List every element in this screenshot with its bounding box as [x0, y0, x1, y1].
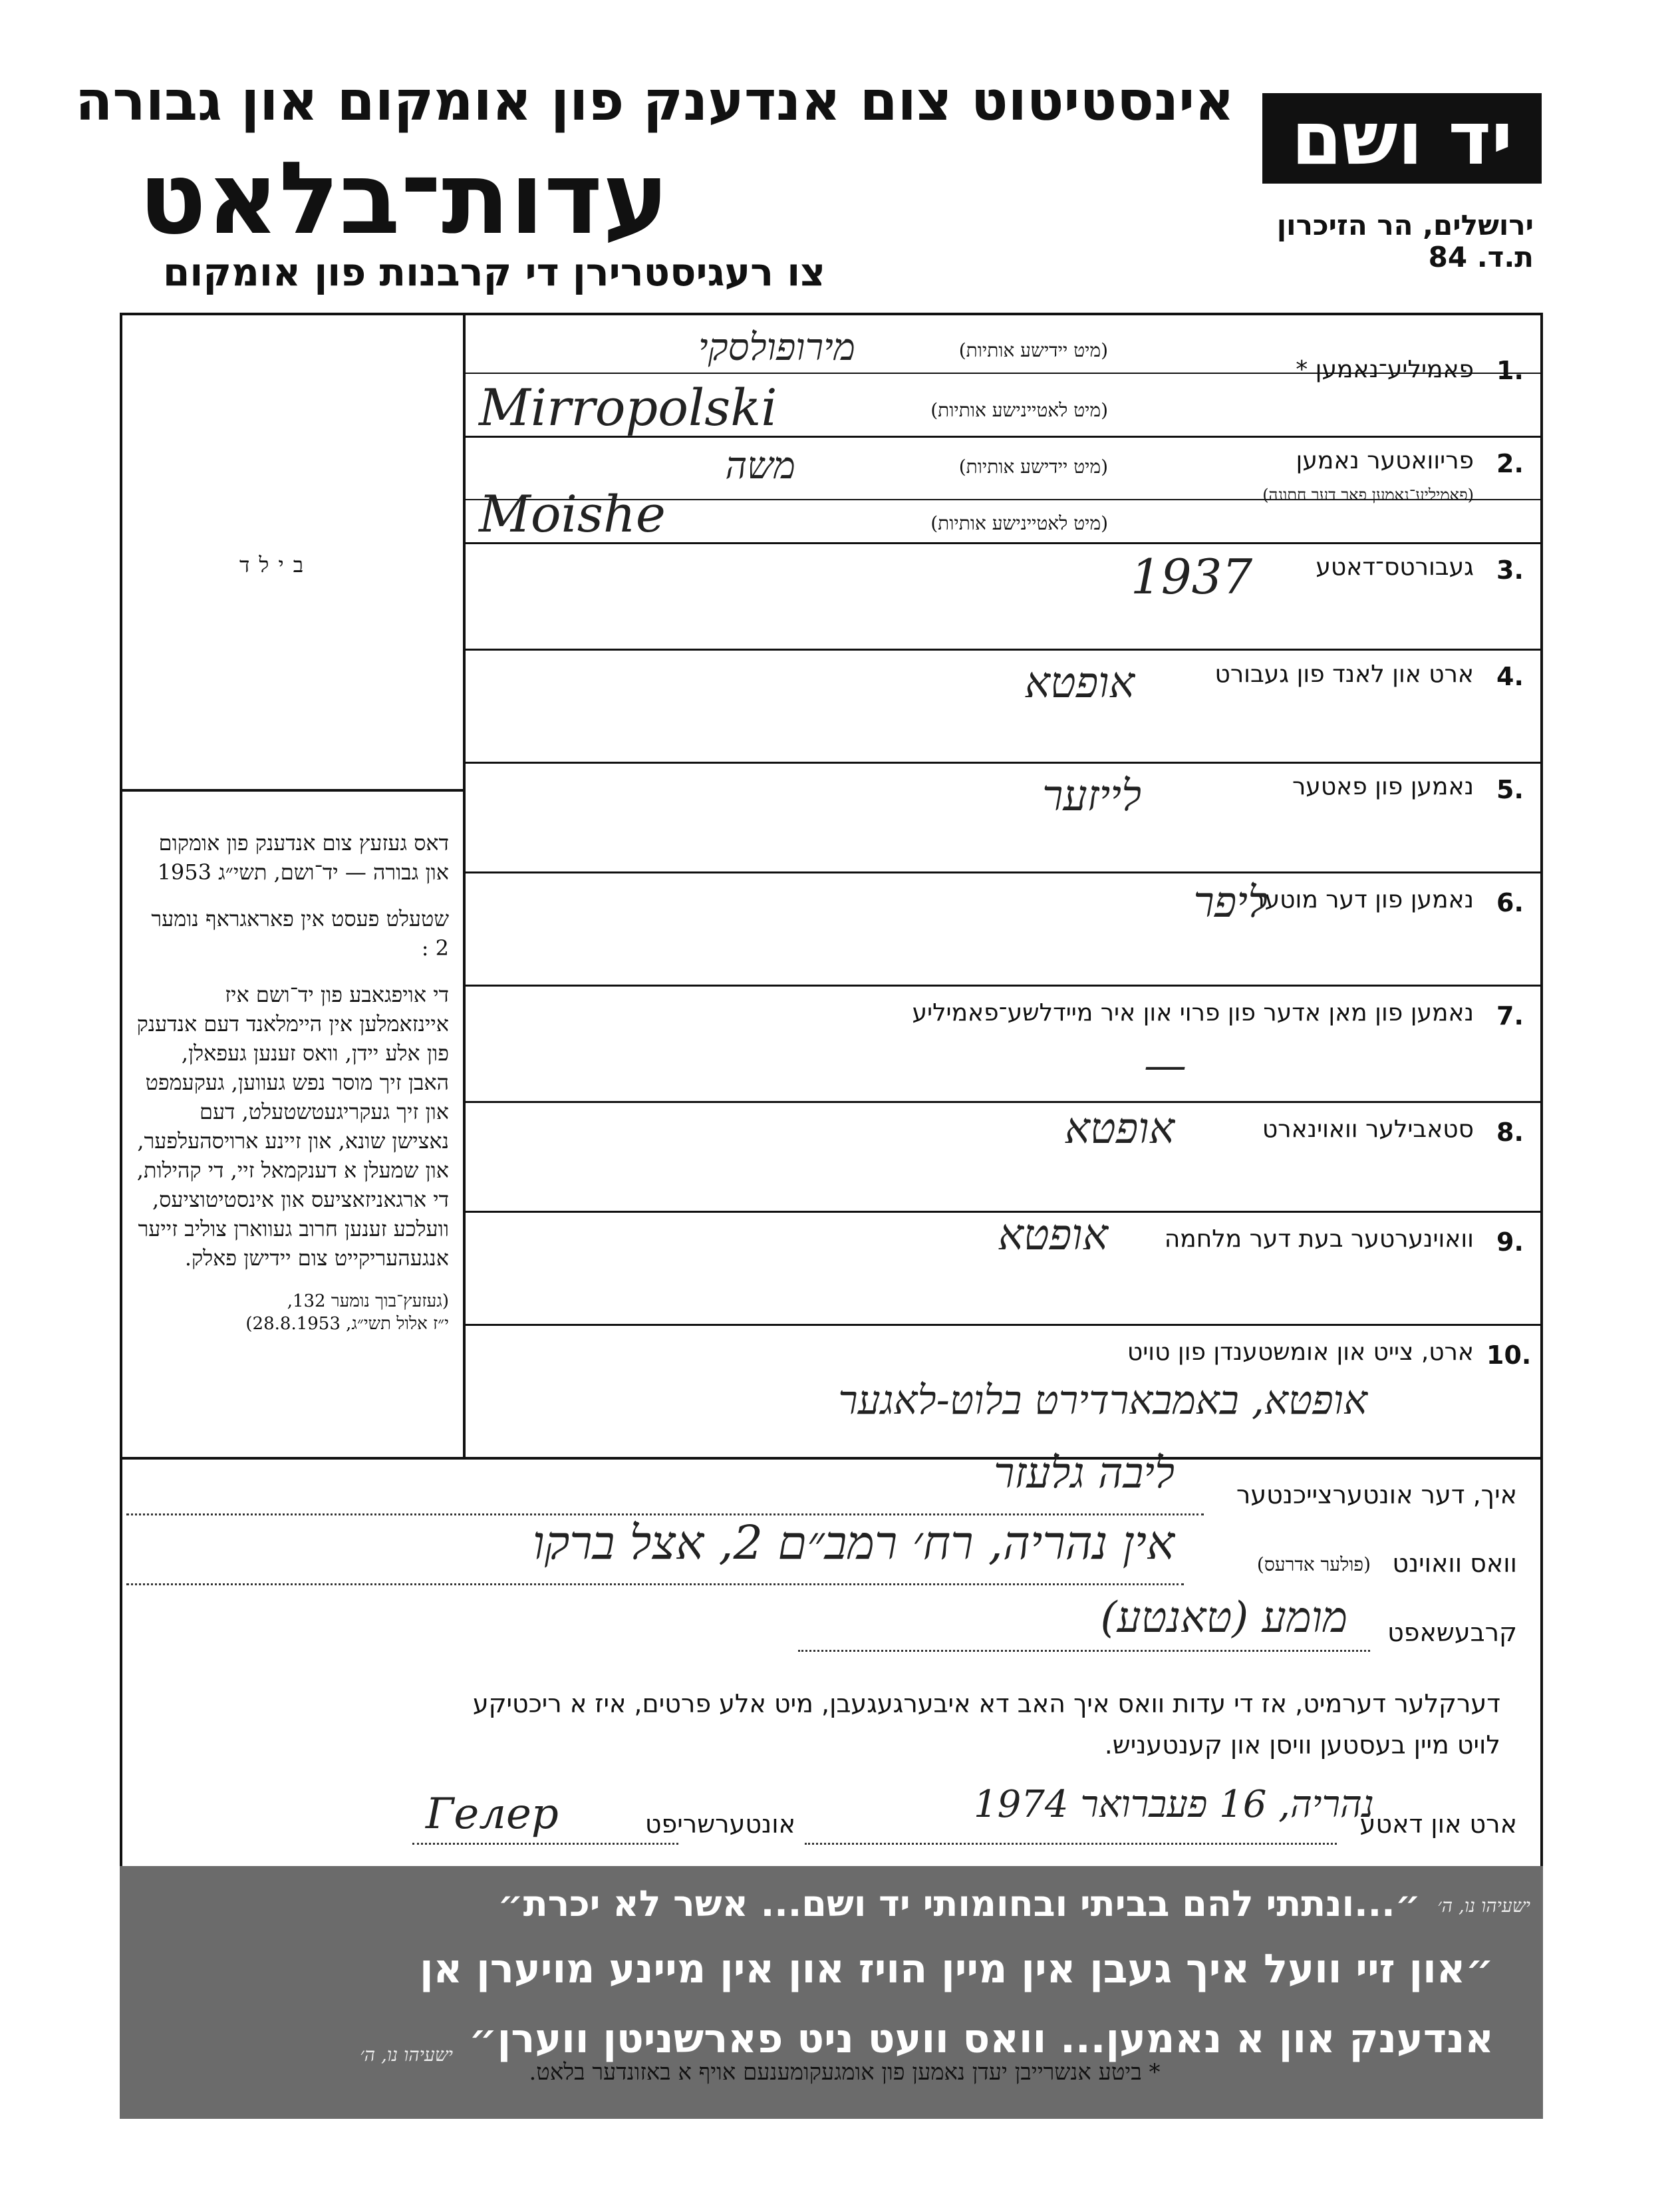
field-3-number: 3. — [1496, 555, 1524, 585]
law-source-line-2: י״ז אלול תשי״ג, 28.8.1953) — [245, 1314, 449, 1334]
field-5-value[interactable]: לייזער — [1042, 772, 1141, 821]
signature-value[interactable]: Гелер — [426, 1790, 559, 1839]
field-2-note: (פאמיליע־נאמען פאר דער חתונה) — [1262, 486, 1474, 504]
field-9-number: 9. — [1496, 1227, 1524, 1257]
field-7-value[interactable]: — — [1144, 1041, 1187, 1090]
field-2-number: 2. — [1496, 449, 1524, 478]
row-divider — [466, 1101, 1543, 1103]
field-4-number: 4. — [1496, 662, 1524, 691]
address-block — [1277, 210, 1534, 274]
address-line-2: ת.ד. 84 — [1428, 241, 1534, 274]
field-1-yiddish-sublabel: (מיט יידישע אותיות) — [958, 339, 1108, 361]
law-text — [136, 828, 449, 1352]
signer-name-label: איך, דער אונטערצייכנטער — [1236, 1480, 1517, 1509]
field-2-latin-value[interactable]: Moishe — [479, 484, 666, 544]
law-paragraph-3: די אויפגאבע פון יד־ושם איז איינזאמלען אין היימלאנד דעם אנדענק פון אלע יידן, וואס זענען געפאלן, האבן זיך מוסר נפש געווען, געקעמפט און זיך געקריגעטשטעלט, דעם נאצישן שונא, און זיינע ארויסהעלפער, און שמעלן א דענקמאל זיי, די קהילות, די ארגאניזאציעס און אינסטיטוציעס, וועלכע זענען חרוב געווארן צוליב זייער אנגעהעריקייט צום יידישן פאלק. — [136, 982, 449, 1271]
institute-name: אינסטיטוט צום אנדענק פון אומקום און גבורה — [75, 70, 1234, 133]
field-6-value[interactable]: ליפר — [1193, 878, 1268, 927]
field-6-label: נאמען פון דער מוטער — [1251, 886, 1474, 913]
row-divider — [466, 985, 1543, 987]
field-7-label: נאמען פון מאן אדער פון פרוי און איר מיידלשע־פאמיליע — [912, 999, 1474, 1026]
law-paragraph-1: דאס געזעץ צום אנדענק פון אומקום און גבורה — יד־ושם, תשי״ג 1953 — [157, 830, 449, 885]
field-7-number: 7. — [1496, 1001, 1524, 1030]
signature-label: אונטערשריפט — [644, 1809, 795, 1839]
dotted-line — [805, 1843, 1337, 1845]
field-6-number: 6. — [1496, 888, 1524, 917]
law-source-line-1: (געזעץ־בוך נומער 132, — [287, 1291, 449, 1311]
dotted-line — [412, 1843, 678, 1845]
row-divider — [466, 1324, 1543, 1326]
field-4-value[interactable]: אופטא — [1024, 659, 1135, 708]
field-9-label: וואוינערטער בעת דער מלחמה — [1164, 1225, 1474, 1253]
field-10-label: ארט, צייט און אומשטענדן פון טויט — [1127, 1338, 1474, 1366]
law-source — [136, 1290, 449, 1335]
footnote: * ביטע אנשרייבן יעדן נאמען פון אומגעקומענעם אויף א באזונדער בלאט. — [529, 2059, 1161, 2086]
relationship-value[interactable]: מומע (טאנטע) — [1100, 1593, 1347, 1643]
place-date-label: ארט און דאטע — [1359, 1809, 1517, 1839]
banner-quote-hebrew: ״...ונתתי להם בביתי ובחומותי יד ושם... אשר לא יכרת״ — [497, 1883, 1421, 1925]
banner-quote-source-2: ישעיהו נו, ה׳ — [360, 2044, 453, 2066]
page-title: עדות־בלאט — [138, 141, 669, 257]
row-divider — [466, 649, 1543, 651]
field-10-value[interactable]: אופטא, באמבארדירט בלוט-לאגער — [838, 1377, 1367, 1424]
banner-quote-yiddish-line-2: אנדענק און א נאמען... וואס וועט ניט פארשניטן ווערן״ — [469, 2016, 1494, 2062]
field-10-number: 10. — [1486, 1340, 1532, 1370]
field-2-label: פריוואטער נאמען — [1296, 447, 1474, 474]
field-2-latin-sublabel: (מיט לאטיינישע אותיות) — [930, 512, 1108, 534]
field-8-value[interactable]: אופטא — [1064, 1104, 1175, 1154]
field-3-label: געבורטס־דאטע — [1316, 553, 1474, 581]
logo-text: יד ושם — [1291, 96, 1513, 181]
signer-address-note: (פולער אדרעס) — [1256, 1553, 1371, 1575]
relationship-label: קרבעשאפט — [1387, 1618, 1517, 1647]
signer-name-value[interactable]: ליבה גלעזר — [994, 1449, 1175, 1498]
field-1-latin-value[interactable]: Mirropolski — [479, 378, 777, 437]
row-divider — [466, 871, 1543, 873]
field-9-value[interactable]: אופטא — [998, 1211, 1108, 1260]
field-2-yiddish-sublabel: (מיט יידישע אותיות) — [958, 456, 1108, 478]
dotted-line — [798, 1650, 1370, 1652]
field-1-label: פאמיליע־נאמען * — [1296, 356, 1474, 383]
field-5-label: נאמען פון פאטער — [1292, 773, 1474, 800]
field-1-yiddish-value[interactable]: מירופולסקי — [698, 326, 855, 369]
place-date-value[interactable]: נהריה, 16 פעברואר 1974 — [974, 1783, 1374, 1826]
signer-address-value[interactable]: אין נהריה, רח׳ רמב״ם 2, אצל ברקו — [532, 1515, 1175, 1570]
dotted-line — [126, 1583, 1184, 1585]
field-4-label: ארט און לאנד פון געבורט — [1214, 661, 1474, 688]
field-3-value[interactable]: 1937 — [1131, 549, 1253, 605]
section-divider — [120, 1457, 1543, 1460]
field-8-number: 8. — [1496, 1118, 1524, 1147]
law-paragraph-2: שטעלט פעסט אין פאראגראף נומער 2 : — [151, 906, 449, 961]
field-2-yiddish-value[interactable]: משה — [725, 444, 795, 488]
field-1-latin-sublabel: (מיט לאטיינישע אותיות) — [930, 399, 1108, 421]
field-5-number: 5. — [1496, 775, 1524, 804]
signer-address-label: וואס וואוינט — [1392, 1549, 1517, 1578]
yad-vashem-logo — [1262, 93, 1542, 184]
address-line-1: ירושלים, הר הזיכרון — [1276, 209, 1534, 241]
banner-quote-yiddish-line-1: ״און זיי וועל איך געבן אין מיין הויז און אין מיינע מויערן אן — [419, 1946, 1494, 1992]
field-1-number: 1. — [1496, 356, 1524, 385]
field-8-label: סטאבילער וואוינארט — [1262, 1116, 1474, 1143]
banner-quote-source-1: ישעיהו נו, ה׳ — [1437, 1895, 1530, 1917]
row-divider — [466, 762, 1543, 764]
photo-label: בילד — [239, 552, 313, 577]
declaration-text: דערקלער דערמיט, אז די עדות וואס איך האב דא איבערגעגעבן, מיט אלע פרטים, איז א ריכטיקע לויט מיין בעסטען וויסן און קענטעניש. — [472, 1689, 1500, 1760]
page-subtitle: צו רעגיסטרירן די קרבנות פון אומקום — [163, 249, 825, 295]
